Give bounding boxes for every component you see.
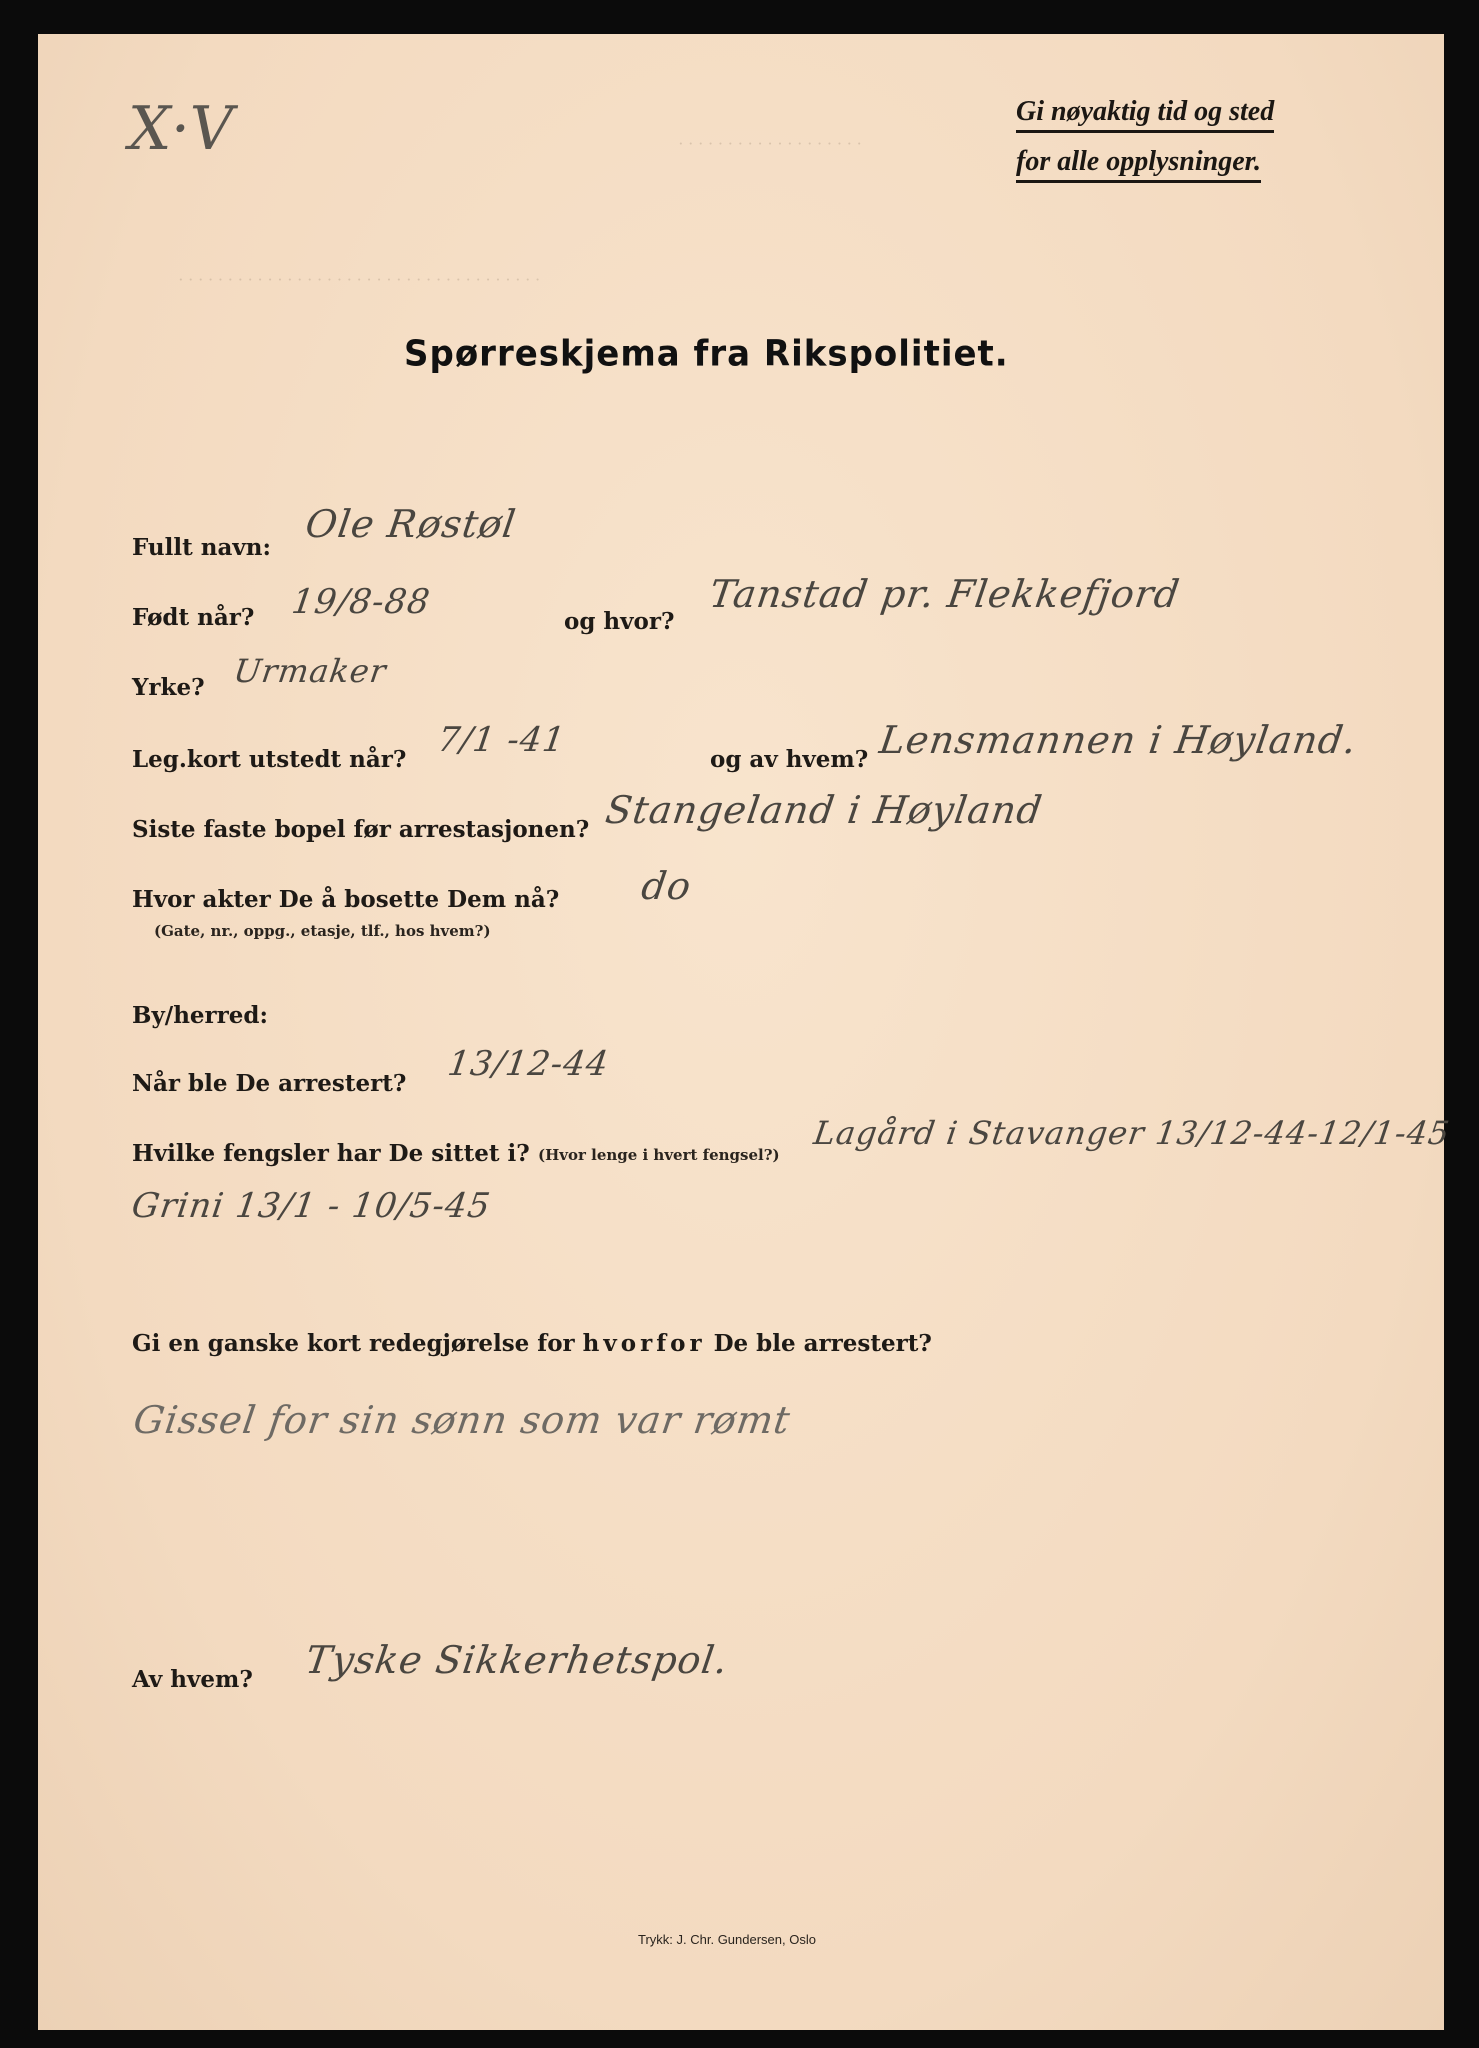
- by-whom-value: Tyske Sikkerhetspol.: [302, 1638, 732, 1682]
- full-name-label: Fullt navn:: [132, 534, 271, 561]
- reason-label: [132, 1330, 932, 1357]
- settle-label: Hvor akter De å bosette Dem nå?: [132, 886, 560, 913]
- bleed-through-text: · · · · · · · · · · · · · · · · · · · · · · · · · · · · · · · · · · · · ·: [178, 270, 541, 289]
- occupation-value: Urmaker: [231, 652, 389, 690]
- printer-imprint: Trykk: J. Chr. Gundersen, Oslo: [638, 1932, 816, 1947]
- reason-label-part-c: De ble arrestert?: [713, 1330, 932, 1357]
- reason-value: Gissel for sin sønn som var rømt: [130, 1398, 794, 1442]
- last-residence-label: Siste faste bopel før arrestasjonen?: [132, 816, 590, 843]
- reason-label-part-a: Gi en ganske kort redegjørelse for: [132, 1330, 575, 1357]
- legkort-by-label: og av hvem?: [710, 746, 869, 773]
- born-when-value: 19/8-88: [289, 582, 433, 622]
- born-when-label: Født når?: [132, 604, 255, 631]
- settle-sublabel: (Gate, nr., oppg., etasje, tlf., hos hvem?): [154, 922, 491, 940]
- notice-line-1: Gi nøyaktig tid og sted: [1016, 96, 1274, 133]
- born-where-label: og hvor?: [564, 608, 675, 635]
- by-whom-label: Av hvem?: [132, 1666, 253, 1693]
- corner-handwritten-mark: X·V: [121, 94, 240, 164]
- prisons-value-line-1: Lagård i Stavanger 13/12-44-12/1-45: [811, 1114, 1453, 1152]
- notice-line-2: for alle opplysninger.: [1016, 146, 1261, 183]
- legkort-when-value: 7/1 -41: [435, 720, 569, 760]
- arrested-value: 13/12-44: [445, 1044, 612, 1084]
- occupation-label: Yrke?: [132, 674, 205, 701]
- legkort-when-label: Leg.kort utstedt når?: [132, 746, 407, 773]
- arrested-label: Når ble De arrestert?: [132, 1070, 407, 1097]
- questionnaire-page: [38, 34, 1453, 2030]
- prisons-label: Hvilke fengsler har De sittet i?: [132, 1140, 530, 1167]
- reason-label-emphasis: hvorfor: [582, 1330, 706, 1357]
- town-label: By/herred:: [132, 1002, 269, 1029]
- full-name-value: Ole Røstøl: [302, 502, 519, 546]
- form-title: Spørreskjema fra Rikspolitiet.: [404, 333, 1009, 375]
- born-where-value: Tanstad pr. Flekkefjord: [706, 572, 1183, 616]
- bleed-through-text: · · · · · · · · · · · · · · · · · · ·: [678, 134, 863, 153]
- settle-value: do: [638, 864, 695, 908]
- prisons-sublabel: (Hvor lenge i hvert fengsel?): [538, 1146, 780, 1164]
- last-residence-value: Stangeland i Høyland: [602, 788, 1046, 832]
- legkort-by-value: Lensmannen i Høyland.: [876, 718, 1360, 762]
- prisons-value-line-2: Grini 13/1 - 10/5-45: [129, 1186, 494, 1226]
